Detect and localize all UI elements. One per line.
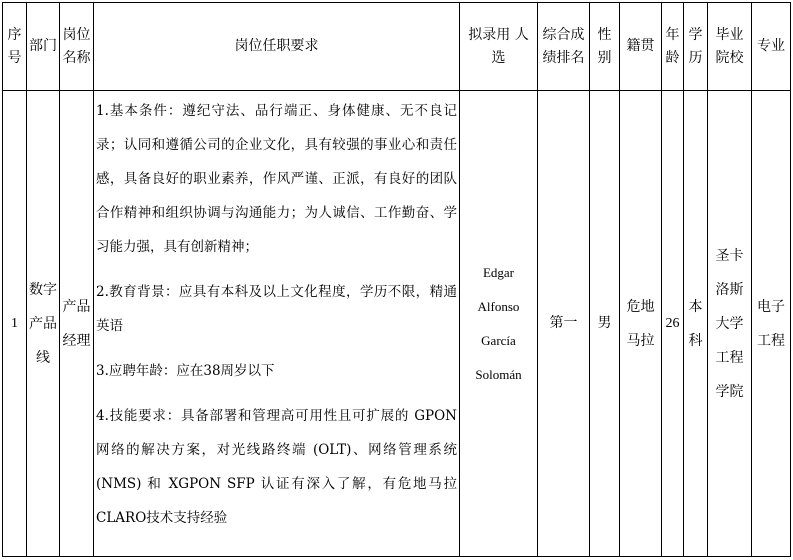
cell-position: 产品经理 <box>60 91 94 557</box>
header-position: 岗位名称 <box>60 3 94 91</box>
cell-candidate: Edgar Alfonso García Solomán <box>460 91 538 557</box>
requirement-education: 2.教育背景：应具有本科及以上文化程度，学历不限，精通英语 <box>96 284 457 334</box>
cell-age: 26 <box>662 91 684 557</box>
header-major: 专业 <box>752 3 791 91</box>
table-row <box>3 91 791 557</box>
cell-dept: 数字产品线 <box>27 91 60 557</box>
cell-school: 圣卡洛斯大学工程学院 <box>708 91 752 557</box>
header-seq: 序号 <box>3 3 27 91</box>
header-age: 年龄 <box>662 3 684 91</box>
header-row <box>3 3 791 91</box>
requirement-basic: 1.基本条件：遵纪守法、品行端正、身体健康、无不良记录；认同和遵循公司的企业文化，具有较强的事业心和责任感，具备良好的职业素养，作风严谨、正派，有良好的团队合作精神和组织协调与沟通能力；为人诚信、工作勤奋、学习能力强，具有创新精神； <box>96 103 457 255</box>
header-gender: 性别 <box>590 3 620 91</box>
cell-requirements <box>94 91 460 557</box>
header-school: 毕业院校 <box>708 3 752 91</box>
requirement-age: 3.应聘年龄：应在38周岁以下 <box>96 363 275 379</box>
cell-major: 电子工程 <box>752 91 791 557</box>
recruitment-table <box>2 2 791 557</box>
cell-gender: 男 <box>590 91 620 557</box>
header-dept: 部门 <box>27 3 60 91</box>
cell-education: 本科 <box>684 91 708 557</box>
header-education: 学历 <box>684 3 708 91</box>
cell-origin: 危地马拉 <box>620 91 662 557</box>
header-candidate: 拟录用 人选 <box>460 3 538 91</box>
cell-rank: 第一 <box>538 91 590 557</box>
header-requirements: 岗位任职要求 <box>94 3 460 91</box>
header-rank: 综合成绩排名 <box>538 3 590 91</box>
cell-seq: 1 <box>3 91 27 557</box>
requirement-skills: 4.技能要求：具备部署和管理高可用性且可扩展的 GPON 网络的解决方案，对光线路终端 (OLT)、网络管理系统 (NMS) 和 XGPON SFP 认证有深入了解，有危地马拉CLARO技术支持经验 <box>96 408 457 526</box>
header-origin: 籍贯 <box>620 3 662 91</box>
